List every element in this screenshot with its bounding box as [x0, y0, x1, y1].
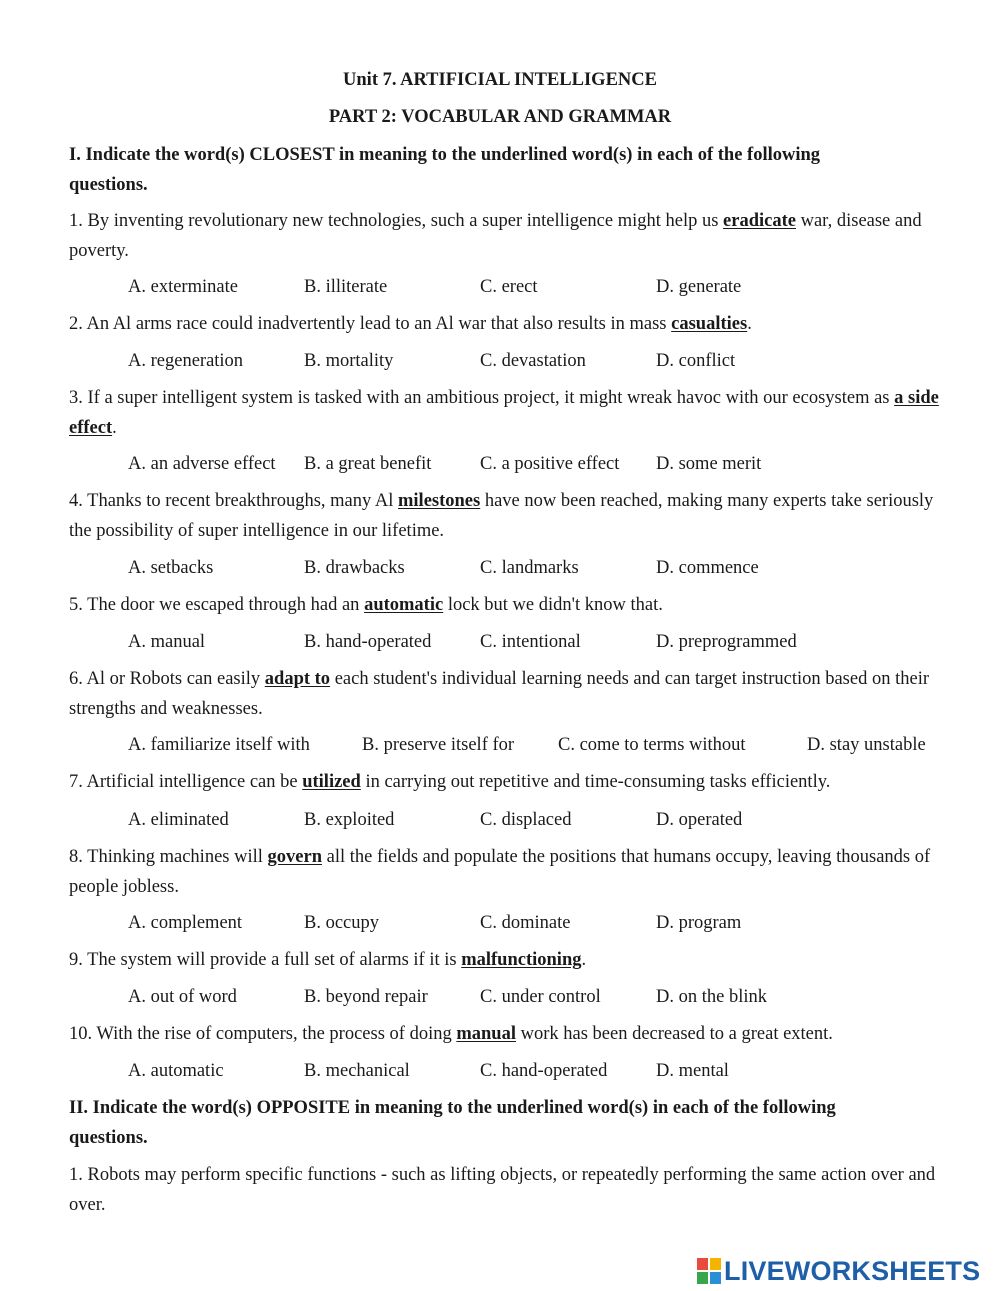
option-d[interactable]: D. commence: [656, 558, 759, 578]
logo-icon: [697, 1258, 721, 1284]
unit-title: Unit 7. ARTIFICIAL INTELLIGENCE: [343, 70, 657, 90]
option-a[interactable]: A. setbacks: [128, 558, 214, 578]
options-7: [0, 810, 1000, 834]
logo-square-icon: [710, 1258, 721, 1270]
option-b[interactable]: B. mortality: [304, 351, 394, 371]
part-title: PART 2: VOCABULAR AND GRAMMAR: [328, 107, 672, 127]
underlined-word: milestones: [398, 491, 481, 511]
option-a[interactable]: A. an adverse effect: [128, 454, 276, 474]
options-3: [0, 454, 1000, 478]
option-c[interactable]: C. a positive effect: [480, 454, 620, 474]
question-1: 1. By inventing revolutionary new technologies, such a super intelligence might help us eradicate war, disease and poverty.: [69, 211, 922, 261]
question-9: 9. The system will provide a full set of alarms if it is malfunctioning.: [69, 950, 587, 970]
option-b[interactable]: B. beyond repair: [304, 987, 428, 1007]
question-5: 5. The door we escaped through had an automatic lock but we didn't know that.: [69, 595, 663, 615]
option-c[interactable]: C. hand-operated: [480, 1061, 608, 1081]
section1-heading-line1: I. Indicate the word(s) CLOSEST in meaning to the underlined word(s) in each of the following: [69, 145, 821, 165]
option-c[interactable]: C. come to terms without: [558, 735, 746, 755]
option-d[interactable]: D. preprogrammed: [656, 632, 797, 652]
options-9: [0, 987, 1000, 1011]
underlined-word: casualties: [671, 314, 748, 334]
underlined-word: manual: [456, 1024, 516, 1044]
option-c[interactable]: C. under control: [480, 987, 601, 1007]
underlined-word: utilized: [302, 772, 361, 792]
option-c[interactable]: C. displaced: [480, 810, 572, 830]
section2-heading-line2: questions.: [69, 1127, 148, 1148]
options-8: [0, 913, 1000, 937]
underlined-word: govern: [267, 847, 322, 867]
option-d[interactable]: D. generate: [656, 277, 742, 297]
option-b[interactable]: B. a great benefit: [304, 454, 432, 474]
underlined-word: automatic: [364, 595, 444, 615]
option-d[interactable]: D. some merit: [656, 454, 762, 474]
option-a[interactable]: A. complement: [128, 913, 243, 933]
section2-question-1: 1. Robots may perform specific functions - such as lifting objects, or repeatedly performing the same action over and over.: [69, 1165, 936, 1215]
question-8: 8. Thinking machines will govern all the fields and populate the positions that humans occupy, leaving thousands of people jobless.: [69, 847, 931, 897]
option-c[interactable]: C. intentional: [480, 632, 581, 652]
question-2: 2. An Al arms race could inadvertently lead to an Al war that also results in mass casualties.: [69, 314, 752, 334]
question-6: 6. Al or Robots can easily adapt to each student's individual learning needs and can target instruction based on their strengths and weaknesses.: [69, 669, 929, 719]
question-3: 3. If a super intelligent system is tasked with an ambitious project, it might wreak havoc with our ecosystem as a side effect.: [69, 388, 939, 438]
logo-square-icon: [710, 1272, 721, 1284]
option-a[interactable]: A. eliminated: [128, 810, 229, 830]
option-a[interactable]: A. automatic: [128, 1061, 224, 1081]
option-a[interactable]: A. manual: [128, 632, 206, 652]
option-b[interactable]: B. hand-operated: [304, 632, 432, 652]
section2-heading-line1: II. Indicate the word(s) OPPOSITE in meaning to the underlined word(s) in each of the following: [69, 1098, 836, 1118]
underlined-word: malfunctioning: [461, 950, 582, 970]
underlined-word: adapt to: [264, 669, 331, 689]
option-a[interactable]: A. exterminate: [128, 277, 238, 297]
option-a[interactable]: A. regeneration: [128, 351, 244, 371]
section2-heading: [69, 1094, 949, 1153]
question-7: 7. Artificial intelligence can be utilized in carrying out repetitive and time-consuming tasks efficiently.: [69, 772, 831, 792]
option-b[interactable]: B. exploited: [304, 810, 395, 830]
option-a[interactable]: A. familiarize itself with: [128, 735, 310, 755]
option-a[interactable]: A. out of word: [128, 987, 237, 1007]
section1-heading-line2: questions.: [69, 174, 148, 195]
option-b[interactable]: B. occupy: [304, 913, 380, 933]
options-1: [0, 277, 1000, 301]
option-c[interactable]: C. landmarks: [480, 558, 579, 578]
options-6: [0, 735, 1000, 759]
options-2: [0, 351, 1000, 375]
option-b[interactable]: B. illiterate: [304, 277, 388, 297]
question-10: 10. With the rise of computers, the process of doing manual work has been decreased to a great extent.: [69, 1024, 833, 1044]
logo-text: LIVEWORKSHEETS: [724, 1256, 981, 1286]
option-c[interactable]: C. devastation: [480, 351, 586, 371]
underlined-word: a side effect: [69, 388, 939, 438]
logo-square-icon: [697, 1272, 708, 1284]
logo-square-icon: [697, 1258, 708, 1270]
underlined-word: eradicate: [723, 211, 796, 231]
option-d[interactable]: D. mental: [656, 1061, 729, 1081]
option-b[interactable]: B. drawbacks: [304, 558, 405, 578]
option-b[interactable]: B. mechanical: [304, 1061, 410, 1081]
option-d[interactable]: D. operated: [656, 810, 743, 830]
options-4: [0, 558, 1000, 582]
option-c[interactable]: C. dominate: [480, 913, 571, 933]
option-d[interactable]: D. on the blink: [656, 987, 767, 1007]
section1-heading: [69, 141, 949, 200]
options-5: [0, 632, 1000, 656]
option-d[interactable]: D. conflict: [656, 351, 736, 371]
option-b[interactable]: B. preserve itself for: [362, 735, 515, 755]
option-d[interactable]: D. stay unstable: [807, 735, 926, 755]
option-d[interactable]: D. program: [656, 913, 742, 933]
liveworksheets-logo: [697, 1256, 997, 1286]
option-c[interactable]: C. erect: [480, 277, 538, 297]
question-4: 4. Thanks to recent breakthroughs, many Al milestones have now been reached, making many experts take seriously the possibility of super intelligence in our lifetime.: [69, 491, 934, 541]
options-10: [0, 1061, 1000, 1085]
